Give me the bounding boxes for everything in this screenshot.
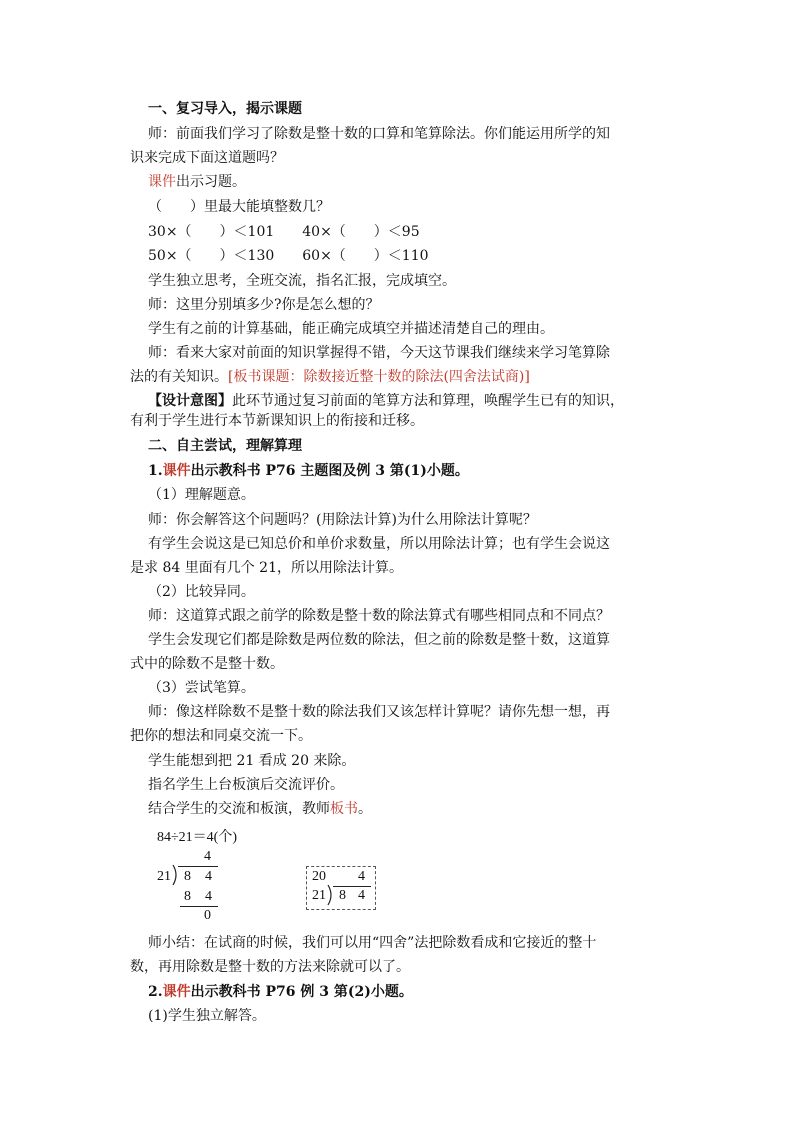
paragraph-line: 师：这里分别填多少?你是怎么想的？ xyxy=(148,297,380,313)
paragraph-line: 学生有之前的计算基础，能正确完成填空并描述清楚自己的理由。 xyxy=(148,321,554,337)
divisor: 21 xyxy=(157,869,171,884)
paragraph-text: 出示习题。 xyxy=(176,174,246,190)
paragraph-line xyxy=(148,391,624,411)
step-text: 出示教科书 P76 例 3 第(2)小题。 xyxy=(190,984,413,1000)
division-equation: 84÷21＝4(个) xyxy=(157,830,238,845)
paragraph-line xyxy=(130,367,530,387)
approx-divisor: 20 xyxy=(312,869,326,884)
sub-step: (1)学生独立解答。 xyxy=(148,1008,266,1024)
paragraph-line: 学生独立思考，全班交流，指名汇报，完成填空。 xyxy=(148,273,456,289)
sub-step: （2）比较异同。 xyxy=(148,584,255,600)
paragraph-line: 师：前面我们学习了除数是整十数的口算和笔算除法。你们能运用所学的知 xyxy=(148,126,610,142)
design-intent-label: 【设计意图】 xyxy=(148,393,232,409)
box-dividend-ones: 4 xyxy=(358,888,365,903)
dividend-tens: 8 xyxy=(184,869,191,884)
exercise-question: （ ）里最大能填整数几？ xyxy=(148,199,330,215)
step-heading xyxy=(148,461,469,481)
step-text: 出示教科书 P76 主题图及例 3 第(1)小题。 xyxy=(190,463,469,479)
paragraph-line: 师：你会解答这个问题吗？(用除法计算)为什么用除法计算呢？ xyxy=(148,512,537,528)
box-division-bracket xyxy=(326,884,336,906)
division-bar xyxy=(178,866,218,867)
paragraph-line: 指名学生上台板演后交流评价。 xyxy=(148,777,344,793)
section-heading-2: 二、自主尝试，理解算理 xyxy=(148,438,302,454)
paragraph-line xyxy=(148,172,246,192)
product-tens: 8 xyxy=(184,889,191,904)
paragraph-text: 结合学生的交流和板演，教师 xyxy=(148,801,330,817)
dividend-ones: 4 xyxy=(205,869,212,884)
paragraph-line: 师：看来大家对前面的知识掌握得不错，今天这节课我们继续来学习笔算除 xyxy=(148,345,610,361)
paragraph-text: 。 xyxy=(358,801,372,817)
step-heading xyxy=(148,982,413,1002)
quotient-digit: 4 xyxy=(204,849,211,864)
sub-step: （3）尝试笔算。 xyxy=(148,680,255,696)
paragraph-line: 师：这道算式跟之前学的除数是整十数的除法算式有哪些相同点和不同点？ xyxy=(148,608,610,624)
subtraction-line xyxy=(180,906,218,907)
sub-step: （1）理解题意。 xyxy=(148,487,255,503)
summary-line: 数，再用除数是整十数的方法来除就可以了。 xyxy=(130,959,410,975)
remainder: 0 xyxy=(204,908,211,923)
paragraph-line: 有利于学生进行本节新课知识上的衔接和迁移。 xyxy=(130,413,424,429)
box-divisor: 21 xyxy=(312,888,326,903)
summary-line: 师小结：在试商的时候，我们可以用“四舍”法把除数看成和它接近的整十 xyxy=(148,935,597,951)
board-writing-label: 板书 xyxy=(330,801,358,817)
paragraph-line: 学生能想到把 21 看成 20 来除。 xyxy=(148,753,356,769)
paragraph-line: 把你的想法和同桌交流一下。 xyxy=(130,728,312,744)
box-dividend-tens: 8 xyxy=(339,888,346,903)
paragraph-line xyxy=(148,799,372,819)
step-number: 1. xyxy=(148,463,163,479)
paragraph-line: 师：像这样除数不是整十数的除法我们又该怎样计算呢？请你先想一想，再 xyxy=(148,704,610,720)
paragraph-line: 是求 84 里面有几个 21，所以用除法计算。 xyxy=(130,560,403,576)
trial-quotient: 4 xyxy=(358,869,365,884)
paragraph-line: 学生会发现它们都是除数是两位数的除法，但之前的除数是整十数，这道算 xyxy=(148,632,610,648)
paragraph-text: 法的有关知识。 xyxy=(130,369,228,385)
box-division-bar xyxy=(333,886,371,887)
board-title: [板书课题：除数接近整十数的除法(四舍法试商)] xyxy=(228,369,530,385)
step-number: 2. xyxy=(148,984,163,1000)
courseware-label: 课件 xyxy=(148,174,176,190)
exercise-row: 30×（ ）＜101 40×（ ）＜95 xyxy=(148,224,420,240)
product-ones: 4 xyxy=(205,889,212,904)
paragraph-line: 式中的除数不是整十数。 xyxy=(130,656,284,672)
courseware-label: 课件 xyxy=(162,463,191,479)
paragraph-text: 此环节通过复习前面的笔算方法和算理，唤醒学生已有的知识， xyxy=(232,393,624,409)
exercise-row: 50×（ ）＜130 60×（ ）＜110 xyxy=(148,248,429,264)
paragraph-line: 有学生会说这是已知总价和单价求数量，所以用除法计算；也有学生会说这 xyxy=(148,536,610,552)
courseware-label: 课件 xyxy=(162,984,191,1000)
section-heading-1: 一、复习导入，揭示课题 xyxy=(148,101,302,117)
division-bracket xyxy=(171,864,181,886)
paragraph-line: 识来完成下面这道题吗？ xyxy=(130,150,284,166)
